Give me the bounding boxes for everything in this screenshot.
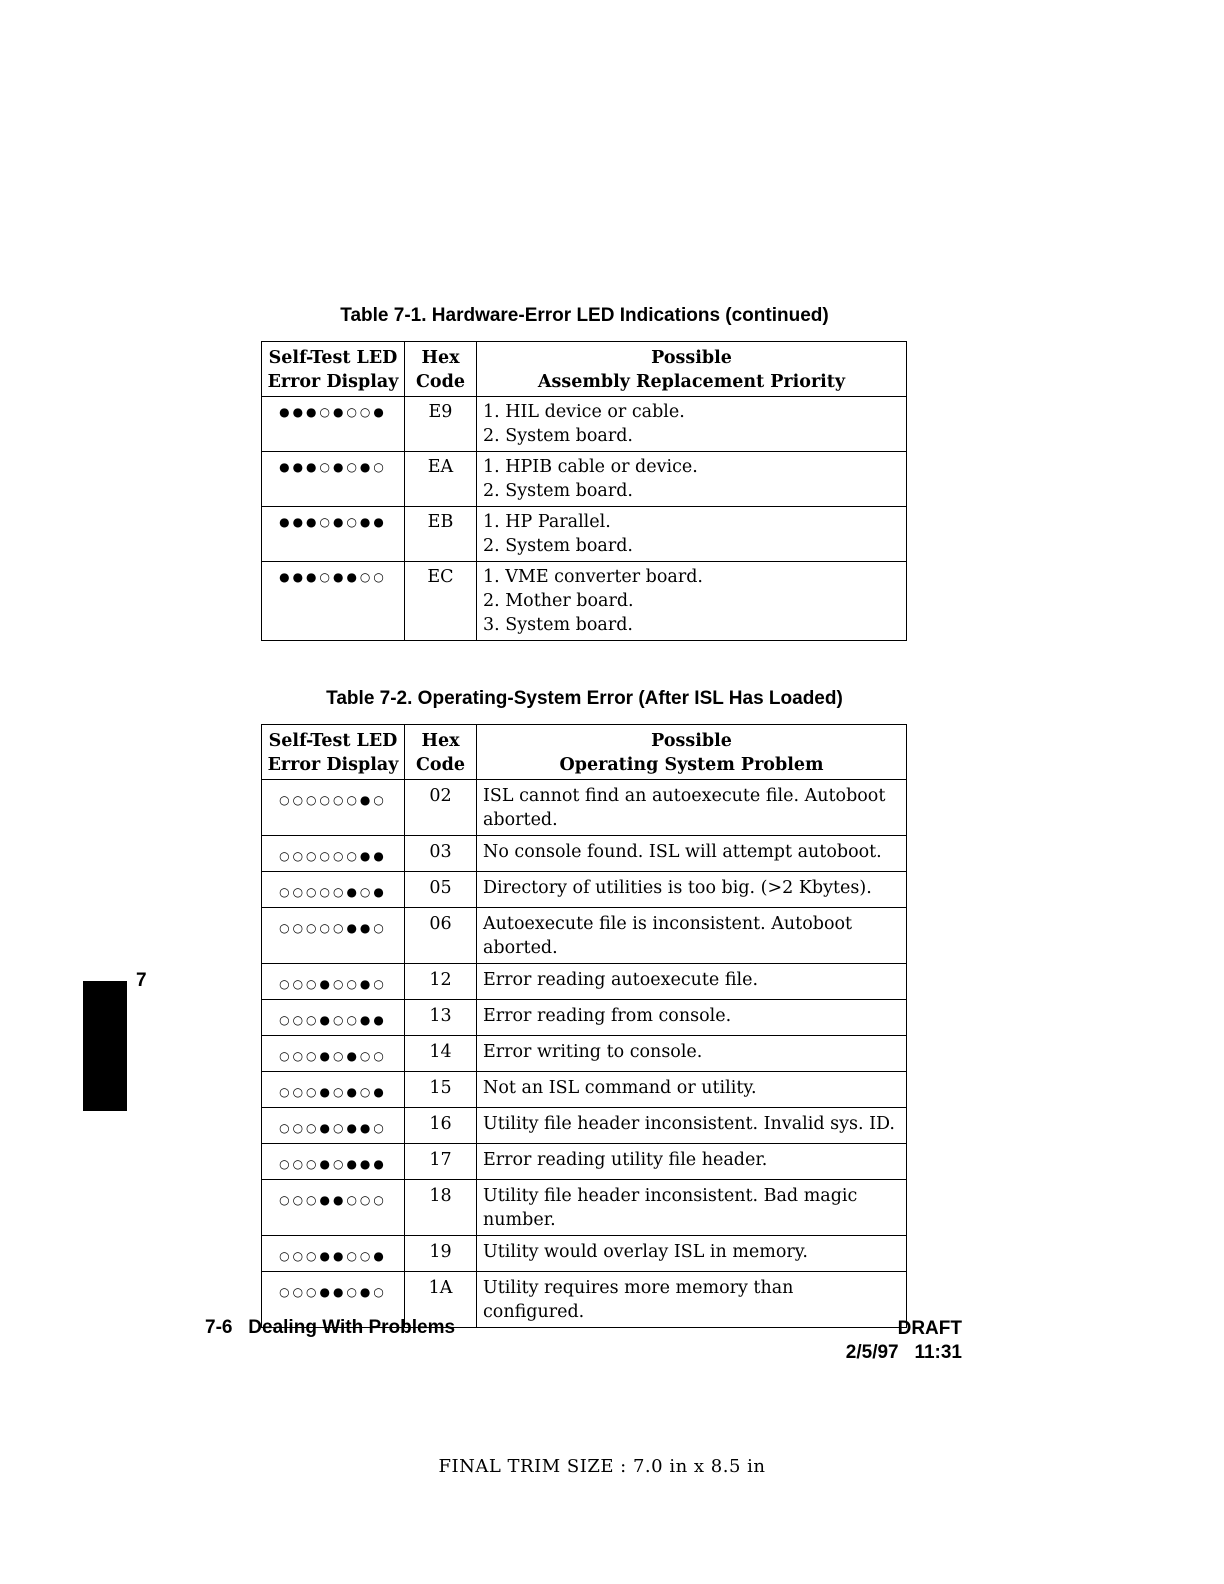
problem-description: Utility requires more memory than configured. [477,1272,907,1328]
led-pattern: ○○○●●○○● [262,1236,405,1272]
hex-code: 03 [405,836,477,872]
led-pattern: ○○○●○●○○ [262,1036,405,1072]
table1-row [262,397,907,452]
hex-code: 1A [405,1272,477,1328]
hex-code: E9 [405,397,477,452]
hex-code: 02 [405,780,477,836]
hex-code: 12 [405,964,477,1000]
problem-description: No console found. ISL will attempt autoboot. [477,836,907,872]
replacement-priority-list [477,562,907,641]
table2-row [262,872,907,908]
table1-row [262,562,907,641]
problem-description: Utility file header inconsistent. Invalid sys. ID. [477,1108,907,1144]
led-pattern: ●●●○●●○○ [262,562,405,641]
led-pattern: ○○○●●○○○ [262,1180,405,1236]
problem-description: Utility file header inconsistent. Bad magic number. [477,1180,907,1236]
led-pattern: ○○○●●○●○ [262,1272,405,1328]
problem-description: Error reading from console. [477,1000,907,1036]
table1-header-hex: Hex Code [405,342,477,397]
table2-row [262,964,907,1000]
table1-caption: Table 7-1. Hardware-Error LED Indications (continued) [340,305,829,326]
hex-code: 15 [405,1072,477,1108]
table2-row [262,1236,907,1272]
table2-header-row [262,725,907,780]
problem-description: Error reading utility file header. [477,1144,907,1180]
table1-header-row [262,342,907,397]
led-pattern: ○○○●○○●● [262,1000,405,1036]
hardware-error-table [261,341,907,641]
led-pattern: ○○○○○●●○ [262,908,405,964]
hex-code: 05 [405,872,477,908]
priority-item: 1. HPIB cable or device. [483,457,698,477]
os-error-table [261,724,907,1328]
hex-code: EA [405,452,477,507]
problem-description: ISL cannot find an autoexecute file. Autoboot aborted. [477,780,907,836]
table2-row [262,1036,907,1072]
table2-row [262,1072,907,1108]
chapter-number: 7 [136,970,147,991]
hex-code: EC [405,562,477,641]
led-pattern: ○○○●○○●○ [262,964,405,1000]
table2-row [262,1108,907,1144]
priority-item: 1. HP Parallel. [483,512,611,532]
problem-description: Error writing to console. [477,1036,907,1072]
hex-code: 14 [405,1036,477,1072]
problem-description: Autoexecute file is inconsistent. Autoboot aborted. [477,908,907,964]
problem-description: Directory of utilities is too big. (>2 Kbytes). [477,872,907,908]
problem-description: Not an ISL command or utility. [477,1072,907,1108]
led-pattern: ●●●○●○○● [262,397,405,452]
table1-row [262,507,907,562]
table2-caption: Table 7-2. Operating-System Error (After ISL Has Loaded) [326,688,843,709]
priority-item: 2. System board. [483,481,633,501]
led-pattern: ○○○○○○●○ [262,780,405,836]
priority-item: 2. System board. [483,426,633,446]
footer-date: 2/5/97 11:31 [845,1342,962,1363]
chapter-thumb-tab [83,981,127,1111]
table2-header-led: Self-Test LED Error Display [262,725,405,780]
hex-code: 06 [405,908,477,964]
led-pattern: ○○○○○○●● [262,836,405,872]
led-pattern: ●●●○●○●● [262,507,405,562]
table2-row [262,908,907,964]
footer-page-title: 7-6 Dealing With Problems [205,1317,456,1338]
hex-code: 19 [405,1236,477,1272]
priority-item: 3. System board. [483,615,633,635]
led-pattern: ○○○●○●●● [262,1144,405,1180]
hex-code: EB [405,507,477,562]
replacement-priority-list [477,507,907,562]
replacement-priority-list [477,397,907,452]
table1-header-led: Self-Test LED Error Display [262,342,405,397]
table2-row [262,780,907,836]
priority-item: 2. Mother board. [483,591,634,611]
table2-row [262,836,907,872]
led-pattern: ○○○○○●○● [262,872,405,908]
priority-item: 1. VME converter board. [483,567,703,587]
problem-description: Utility would overlay ISL in memory. [477,1236,907,1272]
priority-item: 2. System board. [483,536,633,556]
table2-header-hex: Hex Code [405,725,477,780]
footer-draft-label: DRAFT [897,1318,962,1339]
table1-header-priority: Possible Assembly Replacement Priority [477,342,907,397]
hex-code: 13 [405,1000,477,1036]
priority-item: 1. HIL device or cable. [483,402,685,422]
hex-code: 18 [405,1180,477,1236]
table2-row [262,1144,907,1180]
trim-size-note: FINAL TRIM SIZE : 7.0 in x 8.5 in [438,1456,766,1477]
footer-draft-stamp [846,1317,962,1365]
led-pattern: ○○○●○●●○ [262,1108,405,1144]
table2-row [262,1000,907,1036]
hex-code: 16 [405,1108,477,1144]
hex-code: 17 [405,1144,477,1180]
led-pattern: ○○○●○●○● [262,1072,405,1108]
led-pattern: ●●●○●○●○ [262,452,405,507]
replacement-priority-list [477,452,907,507]
problem-description: Error reading autoexecute file. [477,964,907,1000]
table2-row [262,1180,907,1236]
table2-header-problem: Possible Operating System Problem [477,725,907,780]
table1-row [262,452,907,507]
